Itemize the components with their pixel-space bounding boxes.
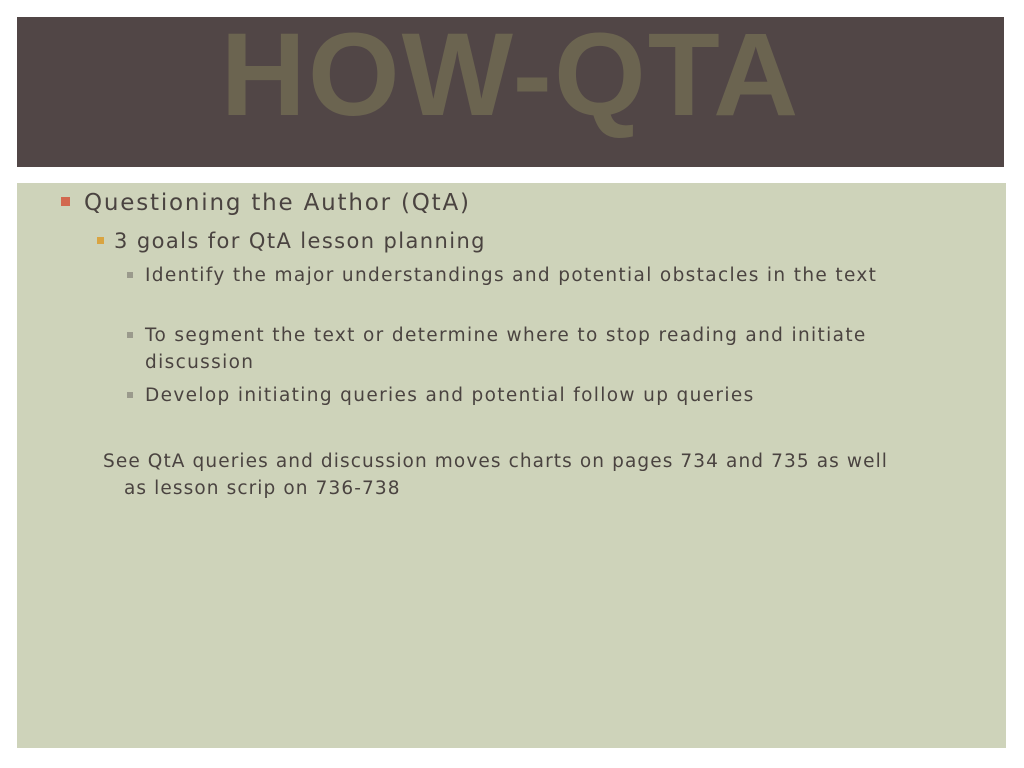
bullet-text: 3 goals for QtA lesson planning xyxy=(114,229,486,253)
slide-title: HOW-QTA xyxy=(220,17,801,141)
bullet-text: Develop initiating queries and potential follow up queries xyxy=(145,385,755,406)
square-bullet-icon xyxy=(127,392,133,398)
square-bullet-icon xyxy=(97,237,104,244)
title-bar xyxy=(17,17,1004,167)
square-bullet-icon xyxy=(61,197,70,206)
square-bullet-icon xyxy=(127,332,133,338)
content-panel xyxy=(17,183,1006,748)
bullet-text: Identify the major understandings and potential obstacles in the text xyxy=(145,265,878,286)
reference-note: See QtA queries and discussion moves charts on pages 734 and 735 as well as lesson scrip on 736-738 xyxy=(103,451,889,499)
bullet-text: Questioning the Author (QtA) xyxy=(84,190,471,216)
bullet-text: To segment the text or determine where to stop reading and initiate discussion xyxy=(145,325,867,373)
square-bullet-icon xyxy=(127,272,133,278)
